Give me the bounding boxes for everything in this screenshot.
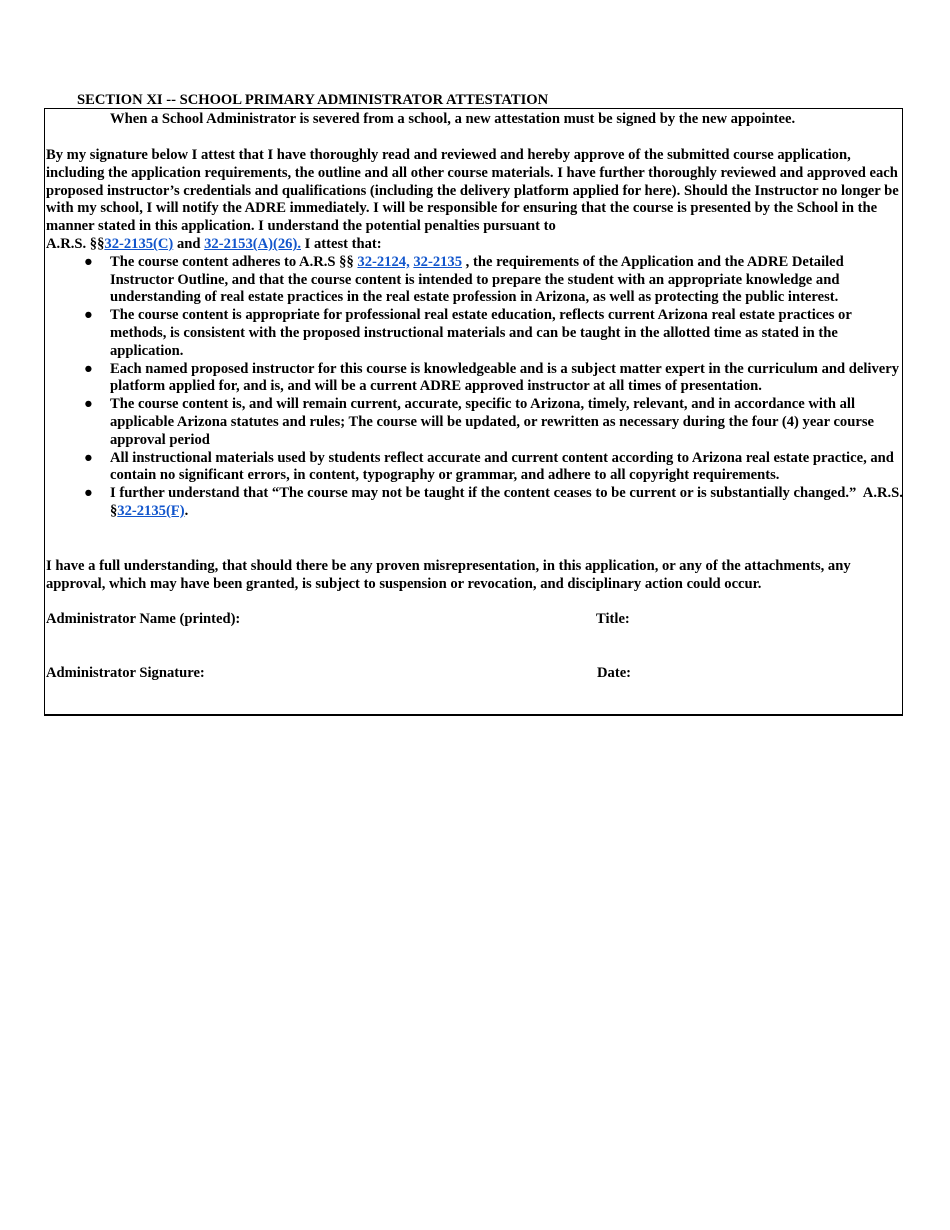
- bullet-6-before: I further understand that “The course may not be taught if the content ceases to be current or is substantially changed.” A.R.S. §: [110, 485, 907, 519]
- bullet-icon: ●: [84, 449, 93, 466]
- administrator-signature-label: Administrator Signature:: [46, 665, 205, 681]
- bullet-6-after: .: [184, 502, 189, 519]
- list-item: [46, 361, 906, 397]
- bullet-1-after: , the requirements of the Application and the ADRE Detailed Instructor Outline, and that the course content is intended to prepare the student with an appropriate knowledge and understanding of real estate practices in the real estate profession in Arizona, as well as protecting the public interest.: [110, 253, 844, 306]
- list-item: [46, 396, 906, 449]
- link-32-2135-c[interactable]: 32-2135(C): [104, 235, 174, 252]
- date-label: Date:: [597, 665, 632, 681]
- bullet-1-before: The course content adheres to A.R.S §§: [110, 253, 358, 270]
- list-item: [46, 307, 906, 360]
- bullet-2-text: The course content is appropriate for professional real estate education, reflects current Arizona real estate practices or methods, is consistent with the proposed instructional materials and can be taught in the allotted time as stated in the application.: [110, 307, 852, 359]
- new-appointee-note: When a School Administrator is severed from a school, a new attestation must be signed by the new appointee.: [110, 111, 796, 127]
- attestation-intro: By my signature below I attest that I have thoroughly read and reviewed and hereby approve of the submitted course application, including the application requirements, the outline and all other course materials. I have further thoroughly reviewed and approved each proposed instructor’s credentials and qualifications (including the delivery platform applied for here). Should the Instructor no longer be with my school, I will notify the ADRE immediately. I will be responsible for ensuring that the course is presented by the School in the manner stated in this application. I understand the potential penalties pursuant to: [46, 147, 899, 235]
- attestation-paragraph: [46, 147, 906, 254]
- attestation-box: [44, 108, 907, 716]
- bullet-icon: ●: [84, 485, 93, 502]
- ars-prefix: A.R.S. §§: [46, 235, 105, 252]
- title-label: Title:: [596, 611, 630, 627]
- list-item: [46, 254, 906, 307]
- bullet-5-text: All instructional materials used by students reflect accurate and current content according to Arizona real estate practice, and contain no significant errors, in content, typography or grammar, and adhere to all copyright requirements.: [110, 449, 894, 484]
- full-understanding-statement: I have a full understanding, that should there be any proven misrepresentation, in this application, or any of the attachments, any approval, which may have been granted, is subject to suspension or revocation, and disciplinary action could occur.: [46, 558, 851, 592]
- and-text: and: [173, 235, 205, 252]
- link-32-2135[interactable]: 32-2135: [413, 253, 463, 270]
- administrator-name-label: Administrator Name (printed):: [46, 611, 241, 627]
- bullet-icon: ●: [84, 307, 93, 324]
- bullet-3-text: Each named proposed instructor for this course is knowledgeable and is a subject matter expert in the curriculum and delivery platform applied for, and is, and will be a current ADRE approved instructor at all times of presentation.: [110, 360, 899, 395]
- list-item: [46, 485, 906, 521]
- bullet-icon: ●: [84, 360, 93, 377]
- bullet-icon: ●: [84, 396, 93, 413]
- link-32-2153-a-26[interactable]: 32-2153(A)(26).: [204, 235, 301, 252]
- attestation-statement: [46, 147, 906, 521]
- link-32-2135-f[interactable]: 32-2135(F): [117, 502, 185, 519]
- section-heading: SECTION XI -- SCHOOL PRIMARY ADMINISTRATOR ATTESTATION: [77, 92, 549, 108]
- list-item: [46, 450, 906, 486]
- bullet-4-text: The course content is, and will remain current, accurate, specific to Arizona, timely, relevant, and in accordance with all applicable Arizona statutes and rules; The course will be updated, or rewritten as necessary during the four (4) year course approval period: [110, 396, 874, 448]
- attestation-bullet-list: [46, 254, 906, 521]
- link-32-2124[interactable]: 32-2124,: [357, 253, 410, 270]
- attest-suffix: I attest that:: [301, 235, 382, 252]
- bullet-icon: ●: [84, 253, 93, 270]
